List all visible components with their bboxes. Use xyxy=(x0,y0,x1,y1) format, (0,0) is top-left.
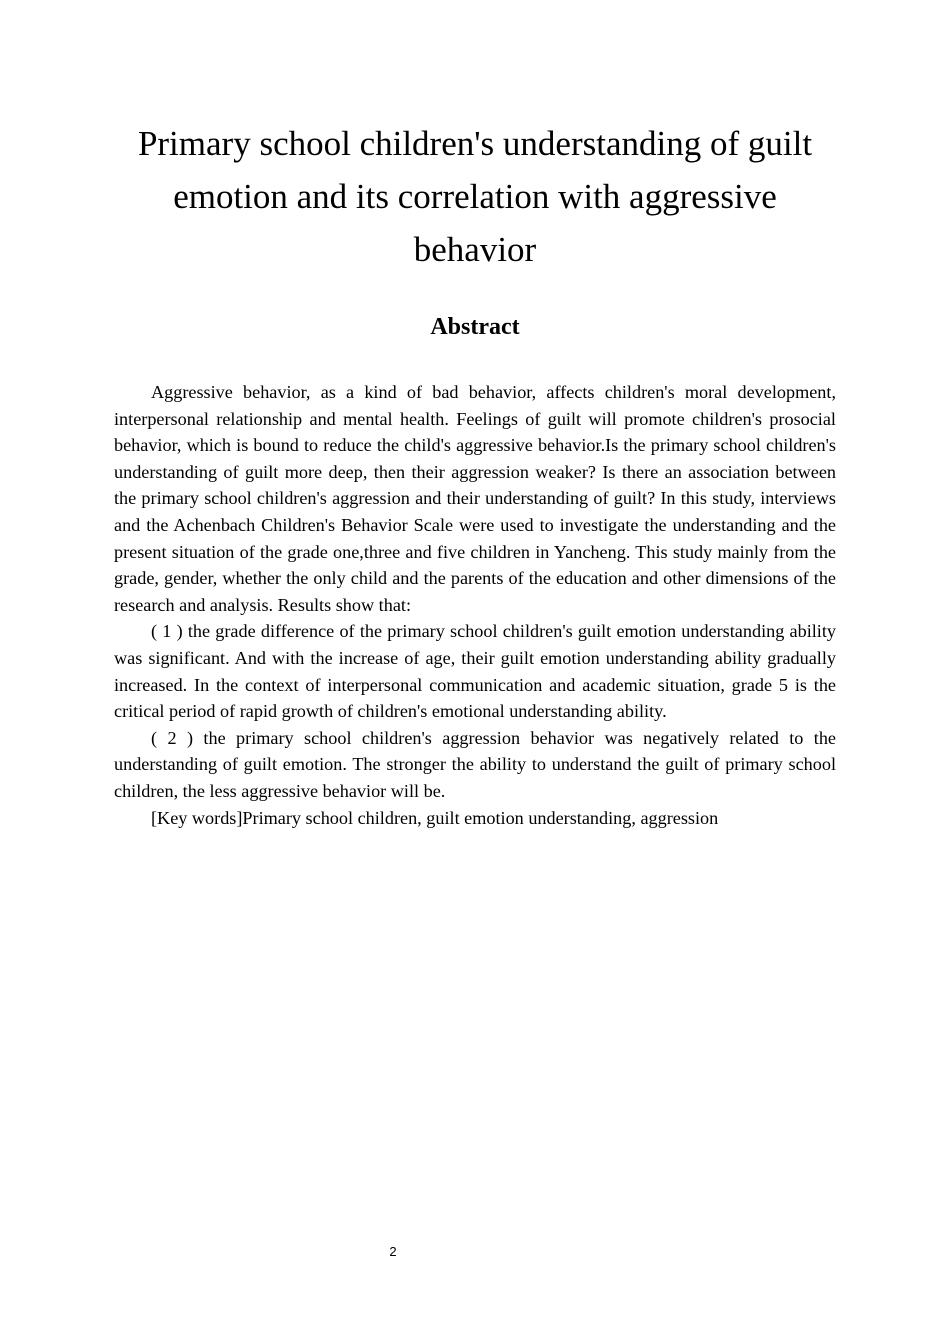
abstract-paragraph-intro: Aggressive behavior, as a kind of bad behavior, affects children's moral development, interpersonal relationship and mental health. Feelings of guilt will promote children's prosocial behavior, which is bound to reduce the child's aggressive behavior.Is the primary school children's understanding of guilt more deep, then their aggression weaker? Is there an association between the primary school children's aggression and their understanding of guilt? In this study, interviews and the Achenbach Children's Behavior Scale were used to investigate the understanding and the present situation of the grade one,three and five children in Yancheng. This study mainly from the grade, gender, whether the only child and the parents of the education and other dimensions of the research and analysis. Results show that: xyxy=(114,382,836,615)
page-number: 2 xyxy=(389,1244,397,1259)
abstract-heading: Abstract xyxy=(430,314,520,340)
abstract-body xyxy=(114,379,836,831)
keywords-line: [Key words]Primary school children, guilt emotion understanding, aggression xyxy=(151,807,719,828)
document-title: Primary school children's understanding of guilt emotion and its correlation with aggressive behavior xyxy=(137,124,813,269)
abstract-paragraph-result-1: ( 1 ) the grade difference of the primary school children's guilt emotion understanding ability was significant. And with the increase of age, their guilt emotion understanding ability gradually increased. In the context of interpersonal communication and academic situation, grade 5 is the critical period of rapid growth of children's emotional understanding ability. xyxy=(114,621,836,722)
abstract-paragraph-result-2: ( 2 ) the primary school children's aggression behavior was negatively related to the understanding of guilt emotion. The stronger the ability to understand the guilt of primary school children, the less aggressive behavior will be. xyxy=(114,727,836,801)
